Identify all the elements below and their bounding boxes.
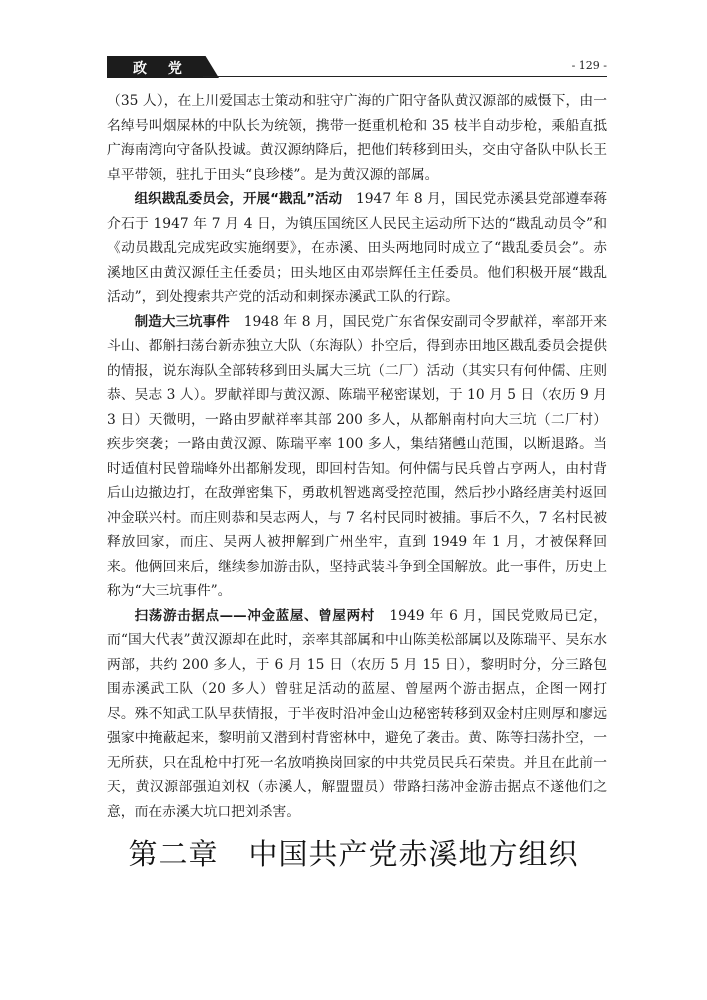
paragraph-3	[107, 310, 607, 604]
paragraph-4	[107, 604, 607, 825]
page-number: - 129 -	[571, 59, 607, 72]
chapter-title: 第二章 中国共产党赤溪地方组织	[128, 837, 579, 871]
paragraph-2-text: 1947 年 8 月，国民党赤溪县党部遵奉蒋介石于 1947 年 7 月 4 日，为镇压国统区人民民主运动所下达的“戡乱动员令”和《动员戡乱完成宪政实施纲要》，在赤溪、田头两地同时成立了“戡乱委员会”。赤溪地区由黄汉源任主任委员；田头地区由邓崇辉任主任委员。他们积极开展“戡乱活动”，到处搜索共产党的活动和刺探赤溪武工队的行踪。	[107, 191, 608, 305]
section-heading-saodang: 扫荡游击据点——冲金蓝屋、曾屋两村	[134, 607, 375, 624]
running-header	[107, 56, 607, 80]
section-label: 政 党	[133, 61, 190, 77]
paragraph-3-text: 1948 年 8 月，国民党广东省保安副司令罗献祥，率部开来斗山、都斛扫荡台新赤独立大队（东海队）扑空后，得到赤田地区戡乱委员会提供的情报，说东海队全部转移到田头属大三坑（二厂）活动（其实只有何仲儒、庄则恭、吴志 3 人）。罗献祥即与黄汉源、陈瑞平秘密谋划，于 10 月 5 日（农历 9 月 3 日）天微明，一路由罗献祥率其部 200 多人，从都斛南村向大三坑（二厂村）疾步突袭；一路由黄汉源、陈瑞平率 100 多人，集结猪乸山范围，以断退路。当时适值村民曾瑞峰外出都斛发现，即回村告知。何仲儒与民兵曾占亨两人，由村背后山边撤边打，在敌弹密集下，勇敢机智逃离受控范围，然后抄小路经唐美村返回冲金联兴村。而庄则恭和吴志两人，与 7 名村民同时被捕。事后不久，7 名村民被释放回家，而庄、吴两人被押解到广州坐牢，直到 1949 年 1 月，才被保释回来。他俩回来后，继续参加游击队，坚持武装斗争到全国解放。此一事件，历史上称为“大三坑事件”。	[107, 313, 608, 599]
body-text	[107, 89, 607, 824]
paragraph-2	[107, 187, 607, 310]
paragraph-1: （35 人），在上川爱国志士策动和驻守广海的广阳守备队黄汉源部的威慑下，由一名绰号叫烟屎林的中队长为统领，携带一挺重机枪和 35 枝半自动步枪，乘船直抵广海南湾向守备队投诚。黄汉源纳降后，把他们转移到田头，交由守备队中队长王卓平带领，驻扎于田头“良珍楼”。是为黄汉源的部属。	[107, 93, 607, 183]
section-heading-kanluan: 组织戡乱委员会，开展“戡乱”活动	[134, 191, 343, 207]
section-heading-dasankeng: 制造大三坑事件	[134, 313, 230, 330]
header-rule	[203, 76, 607, 77]
paragraph-4-text: 1949 年 6 月，国民党败局已定，而“国大代表”黄汉源却在此时，亲率其部属和中山陈美松部属以及陈瑞平、吴东水两部，共约 200 多人，于 6 月 15 日（农历 5 月 15 日），黎明时分，分三路包围赤溪武工队（20 多人）曾驻足活动的蓝屋、曾屋两个游击据点，企图一网打尽。殊不知武工队早获情报，于半夜时沿冲金山边秘密转移到双金村庄则厚和廖远强家中掩蔽起来，黎明前又潜到村背密林中，避免了袭击。黄、陈等扫荡扑空，一无所获，只在乱枪中打死一名放哨换岗回家的中共党员民兵石荣贵。并且在此前一天，黄汉源部强迫刘权（赤溪人，解盟盟员）带路扫荡冲金游击据点不遂他们之意，而在赤溪大坑口把刘杀害。	[107, 607, 608, 820]
